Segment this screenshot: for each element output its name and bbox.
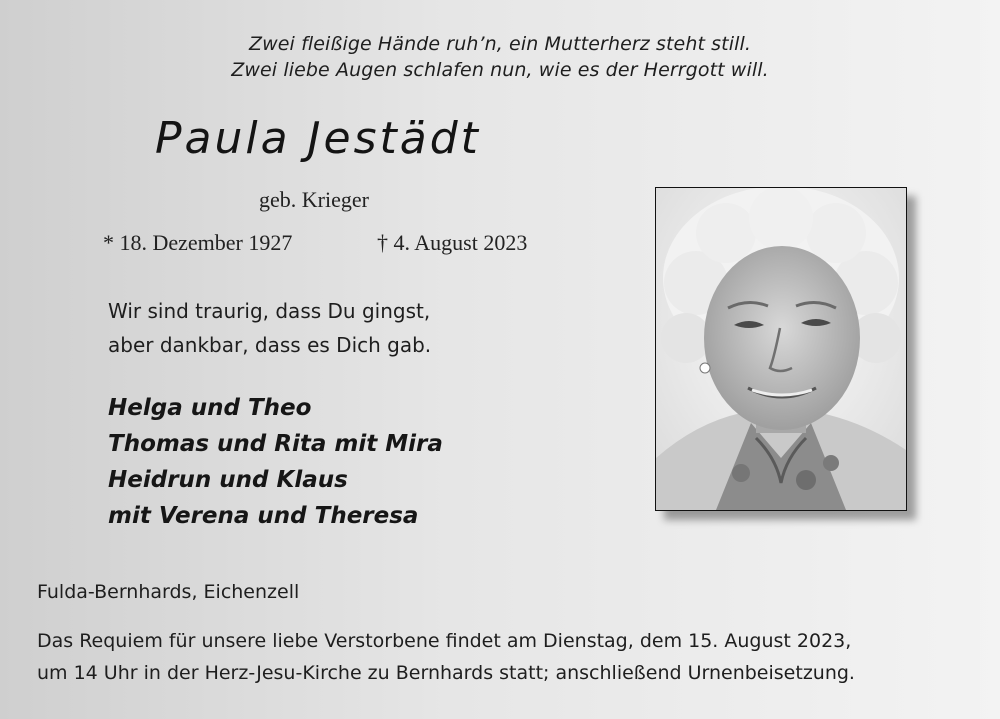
mourner-line: Heidrun und Klaus [108, 467, 348, 493]
verse-line-2: aber dankbar, dass es Dich gab. [108, 333, 432, 357]
maiden-name: geb. Krieger [259, 187, 369, 212]
verse-line-1: Wir sind traurig, dass Du gingst, [108, 299, 431, 323]
death-date: † 4. August 2023 [377, 230, 528, 255]
birth-date: * 18. Dezember 1927 [103, 230, 293, 255]
mourner-line: Thomas und Rita mit Mira [108, 431, 443, 457]
motto-line-2: Zwei liebe Augen schlafen nun, wie es der Herrgott will. [231, 59, 769, 81]
deceased-name: Paula Jestädt [155, 113, 481, 164]
place-of-residence: Fulda-Bernhards, Eichenzell [37, 581, 300, 603]
service-notice-line-2: um 14 Uhr in der Herz-Jesu-Kirche zu Bernhards statt; anschließend Urnenbeisetzung. [37, 662, 855, 684]
mourner-line: Helga und Theo [108, 395, 312, 421]
motto-line-1: Zwei fleißige Hände ruh’n, ein Mutterherz steht still. [249, 33, 751, 55]
service-notice-line-1: Das Requiem für unsere liebe Verstorbene findet am Dienstag, dem 15. August 2023, [37, 630, 852, 652]
portrait-photo [655, 187, 907, 511]
mourner-line: mit Verena und Theresa [108, 503, 419, 529]
portrait-illustration [656, 188, 906, 510]
